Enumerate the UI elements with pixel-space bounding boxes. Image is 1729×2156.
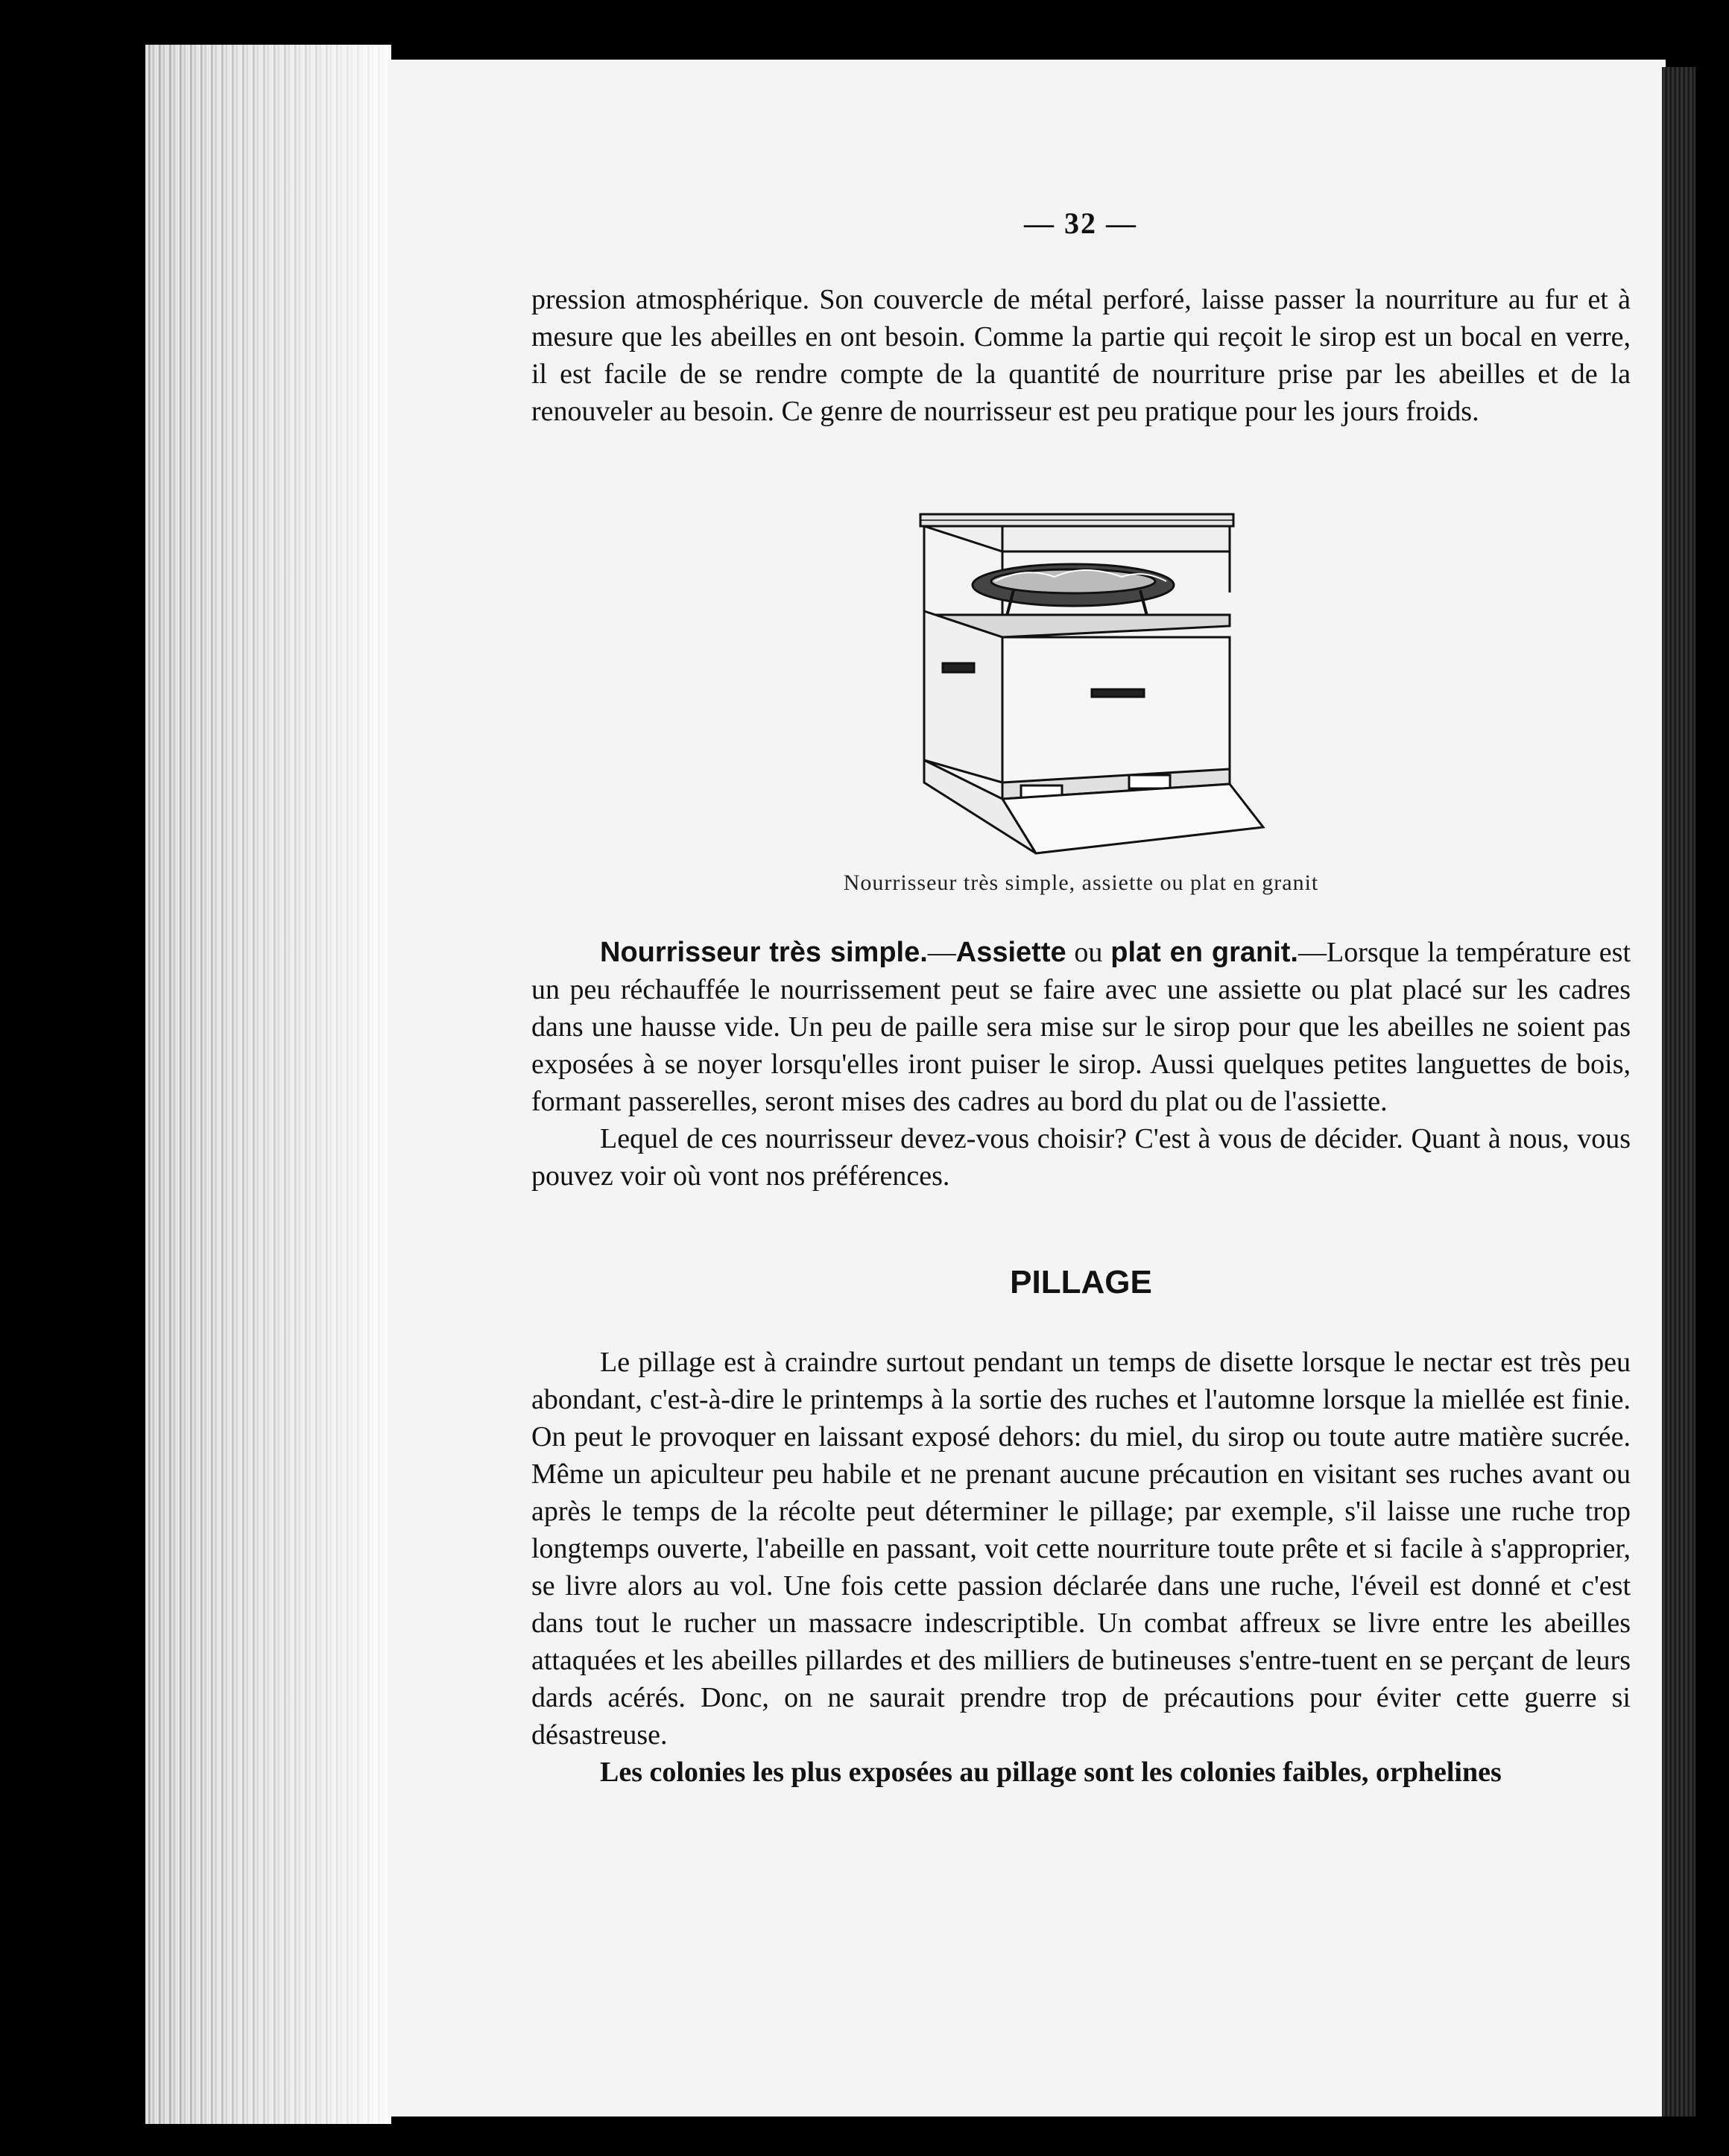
feeder-title-plat: plat en granit. (1110, 937, 1298, 968)
hive-feeder-illustration (913, 507, 1271, 857)
feeder-dash-1: — (927, 937, 956, 968)
section-pillage (531, 1344, 1631, 1791)
book-right-edge (1662, 67, 1695, 2117)
pillage-paragraph-2: Les colonies les plus exposées au pillage sont les colonies faibles, orphelines (600, 1757, 1502, 1788)
feeder-body: Lorsque la température est un peu réchauffée le nourrissement peut se faire avec une assiette ou plat placé sur les cadres dans une hausse vide. Un peu de paille sera mise sur le sirop pour que les abeilles ne soient pas exposées à se noyer lorsqu'elles iront puiser le sirop. Aussi quelques petites languettes de bois, formant passerelles, seront mises des cadres au bord du plat ou de l'assiette. (531, 937, 1631, 1117)
feeder-title-or: ou (1066, 937, 1111, 968)
feeder-title-assiette: Assiette (955, 937, 1066, 968)
intro-paragraph: pression atmosphérique. Son couvercle de métal perforé, laisse passer la nourriture au fur et à mesure que les abeilles en ont besoin. Comme la partie qui reçoit le sirop est un bocal en verre, il est facile de se rendre compte de la quantité de nourriture prise par les abeilles et de la renouveler au besoin. Ce genre de nourrisseur est peu pratique pour les jours froids. (531, 284, 1631, 427)
pillage-heading: PILLAGE (1010, 1264, 1152, 1300)
feeder-paragraph (531, 934, 1631, 1120)
feeder-dash-2: — (1297, 937, 1327, 968)
figure-caption: Nourrisseur très simple, assiette ou plat en granit (843, 870, 1319, 895)
feeder-choice-paragraph: Lequel de ces nourrisseur devez-vous choisir? C'est à vous de décider. Quant à nous, vous pouvez voir où vont nos préférences. (531, 1123, 1631, 1192)
section-feeder (531, 934, 1631, 1195)
page-number: — 32 — (1024, 206, 1137, 240)
pillage-paragraph-1: Le pillage est à craindre surtout pendant un temps de disette lorsque le nectar est très peu abondant, c'est-à-dire le printemps à la sortie des ruches et l'automne lorsque la miellée est finie. On peut le provoquer en laissant exposé dehors: du miel, du sirop ou toute autre matière sucrée. Même un apiculteur peu habile et ne prenant aucune précaution en visitant ses ruches avant ou après le temps de la récolte peut déterminer le pillage; par exemple, s'il laisse une ruche trop longtemps ouverte, l'abeille en passant, voit cette nourriture toute prête et si facile à s'approprier, se livre alors au vol. Une fois cette passion déclarée dans une ruche, l'éveil est donné et c'est dans tout le rucher un massacre indescriptible. Un combat affreux se livre entre les abeilles attaquées et les abeilles pillardes et des milliers de butineuses s'entre-tuent en se perçant de leurs dards acérés. Donc, on ne saurait prendre trop de précautions pour éviter cette guerre si désastreuse. (531, 1347, 1631, 1751)
feeder-title: Nourrisseur très simple. (600, 937, 928, 968)
book-page-edges (145, 45, 391, 2124)
